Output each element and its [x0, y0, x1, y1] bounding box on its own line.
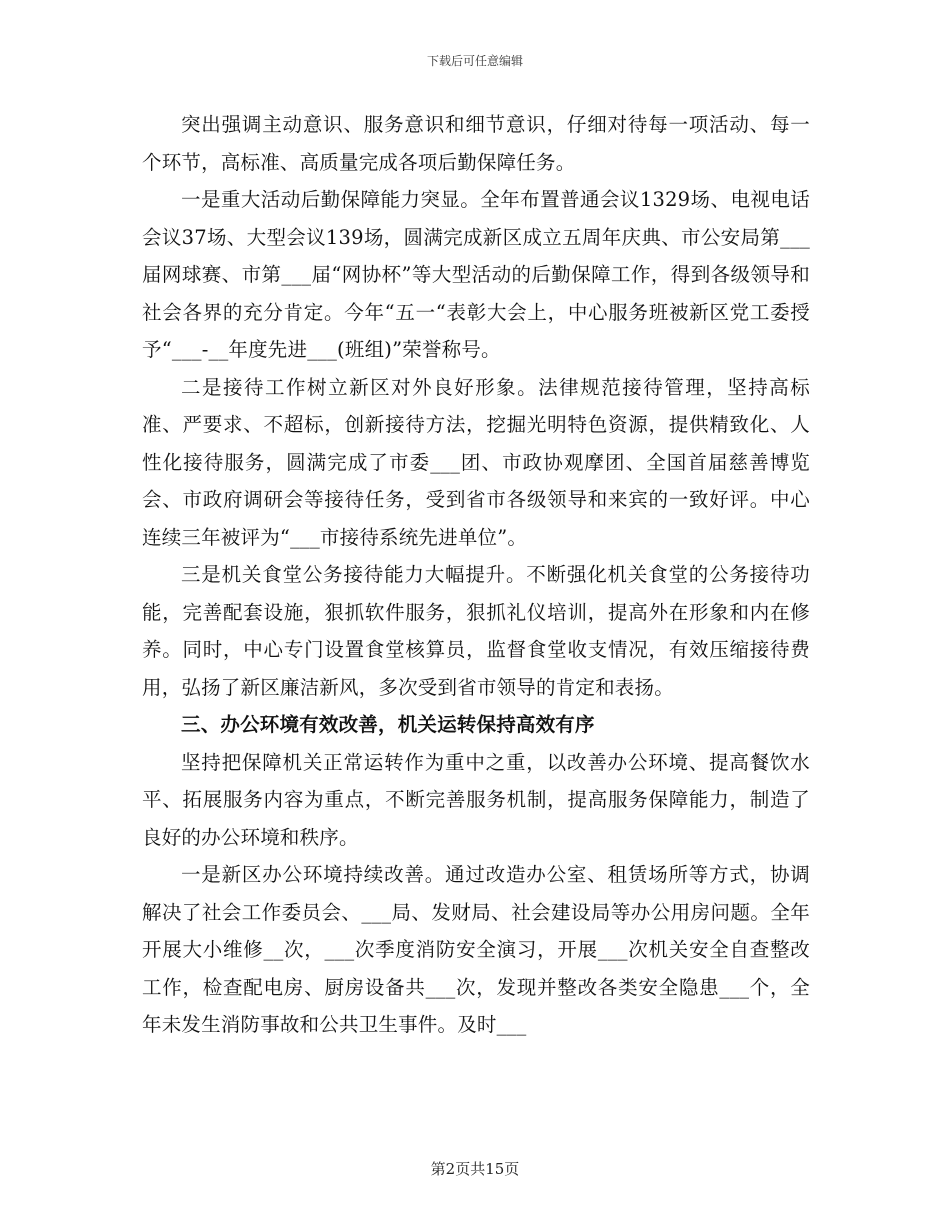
- paragraph-intro: 突出强调主动意识、服务意识和细节意识，仔细对待每一项活动、每一个环节，高标准、高质量完成各项后勤保障任务。: [142, 113, 810, 174]
- paragraph-canteen: 三是机关食堂公务接待能力大幅提升。不断强化机关食堂的公务接待功能，完善配套设施，狠抓软件服务，狠抓礼仪培训，提高外在形象和内在修养。同时，中心专门设置食堂核算员，监督食堂收支情况，有效压缩接待费用，弘扬了新区廉洁新风，多次受到省市领导的肯定和表扬。: [142, 563, 810, 699]
- page-number: 第2页共15页: [430, 1160, 520, 1178]
- paragraph-reception: 二是接待工作树立新区对外良好形象。法律规范接待管理，坚持高标准、严要求、不超标，创新接待方法，挖掘光明特色资源，提供精致化、人性化接待服务，圆满完成了市委___团、市政协观摩团、全国首届慈善博览会、市政府调研会等接待任务，受到省市各级领导和来宾的一致好评。中心连续三年被评为“___市接待系统先进单位”。: [142, 375, 810, 549]
- paragraph-operations: 坚持把保障机关正常运转作为重中之重，以改善办公环境、提高餐饮水平、拓展服务内容为重点，不断完善服务机制，提高服务保障能力，制造了良好的办公环境和秩序。: [142, 750, 810, 849]
- paragraph-major-events: 一是重大活动后勤保障能力突显。全年布置普通会议1329场、电视电话会议37场、大型会议139场，圆满完成新区成立五周年庆典、市公安局第___届网球赛、市第___届“网协杯”等大型活动的后勤保障工作，得到各级领导和社会各界的充分肯定。今年“五一“表彰大会上，中心服务班被新区党工委授予“___-__年度先进___(班组)”荣誉称号。: [142, 188, 810, 361]
- page-header: 下载后可任意编辑: [426, 54, 523, 68]
- section-heading: 三、办公环境有效改善，机关运转保持高效有序: [181, 713, 595, 736]
- paragraph-office-environment: 一是新区办公环境持续改善。通过改造办公室、租赁场所等方式，协调解决了社会工作委员会、___局、发财局、社会建设局等办公用房问题。全年开展大小维修__次，___次季度消防安全演习，开展___次机关安全自查整改工作，检查配电房、厨房设备共___次，发现并整改各类安全隐患___个，全年未发生消防事故和公共卫生事件。及时___: [142, 863, 810, 1036]
- document-body: [142, 106, 810, 1044]
